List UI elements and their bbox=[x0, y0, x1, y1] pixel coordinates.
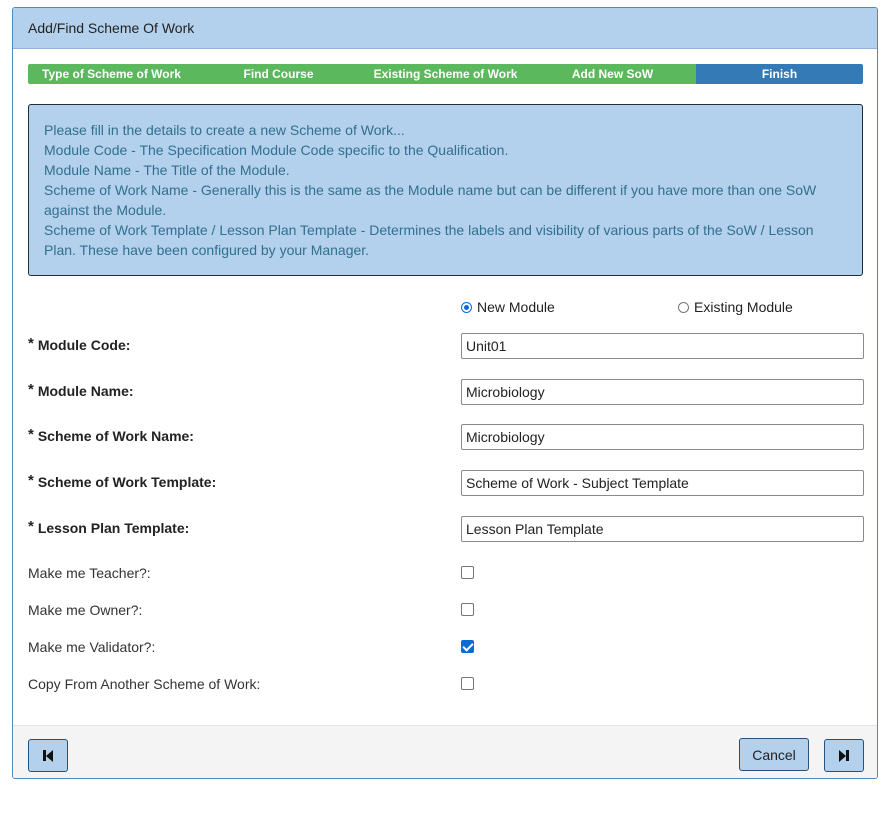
make-owner-checkbox[interactable] bbox=[461, 603, 474, 616]
lesson-template-row bbox=[28, 516, 863, 542]
previous-step-button[interactable] bbox=[28, 739, 68, 772]
module-code-label: * Module Code: bbox=[28, 335, 131, 353]
lesson-template-select[interactable] bbox=[461, 516, 864, 542]
wizard-steps bbox=[28, 64, 863, 84]
module-name-label: * Module Name: bbox=[28, 381, 134, 399]
dialog-title: Add/Find Scheme Of Work bbox=[28, 20, 195, 36]
skip-back-icon bbox=[43, 750, 53, 762]
dialog-footer bbox=[13, 725, 877, 779]
cancel-button[interactable]: Cancel bbox=[739, 738, 809, 771]
required-mark: * bbox=[28, 472, 34, 489]
new-module-radio[interactable] bbox=[461, 302, 472, 313]
wizard-step-add-new-sow[interactable]: Add New SoW bbox=[529, 64, 696, 84]
required-mark: * bbox=[28, 426, 34, 443]
copy-sow-checkbox[interactable] bbox=[461, 677, 474, 690]
info-line: Scheme of Work Name - Generally this is the same as the Module name but can be different if you have more than one SoW against the Module. bbox=[44, 182, 817, 218]
add-find-sow-dialog bbox=[12, 7, 878, 779]
info-box bbox=[28, 104, 863, 276]
required-mark: * bbox=[28, 335, 34, 352]
wizard-step-existing-sow[interactable]: Existing Scheme of Work bbox=[362, 64, 529, 84]
info-line: Module Name - The Title of the Module. bbox=[44, 162, 290, 178]
new-module-label: New Module bbox=[477, 299, 555, 315]
dialog-header bbox=[13, 8, 877, 49]
sow-name-row bbox=[28, 424, 863, 450]
copy-sow-row bbox=[28, 676, 863, 694]
make-validator-checkbox[interactable] bbox=[461, 640, 474, 653]
make-teacher-checkbox[interactable] bbox=[461, 566, 474, 579]
info-line: Please fill in the details to create a new Scheme of Work... bbox=[44, 122, 405, 138]
sow-name-label: * Scheme of Work Name: bbox=[28, 426, 194, 444]
sow-template-select[interactable] bbox=[461, 470, 864, 496]
sow-template-label: * Scheme of Work Template: bbox=[28, 472, 217, 490]
lesson-template-label: * Lesson Plan Template: bbox=[28, 518, 190, 536]
existing-module-radio[interactable] bbox=[678, 302, 689, 313]
make-teacher-row bbox=[28, 565, 863, 583]
next-step-button[interactable] bbox=[824, 739, 864, 772]
make-validator-row bbox=[28, 639, 863, 657]
make-owner-label: Make me Owner?: bbox=[28, 602, 143, 618]
make-teacher-label: Make me Teacher?: bbox=[28, 565, 151, 581]
module-type-radio-group bbox=[13, 299, 877, 319]
existing-module-label: Existing Module bbox=[694, 299, 793, 315]
wizard-step-type[interactable]: Type of Scheme of Work bbox=[28, 64, 195, 84]
new-module-option[interactable] bbox=[461, 299, 555, 315]
wizard-step-find-course[interactable]: Find Course bbox=[195, 64, 362, 84]
wizard-step-finish[interactable]: Finish bbox=[696, 64, 863, 84]
required-mark: * bbox=[28, 518, 34, 535]
module-code-row bbox=[28, 333, 863, 359]
required-mark: * bbox=[28, 381, 34, 398]
existing-module-option[interactable] bbox=[678, 299, 793, 315]
sow-name-input[interactable] bbox=[461, 424, 864, 450]
sow-template-row bbox=[28, 470, 863, 496]
make-validator-label: Make me Validator?: bbox=[28, 639, 156, 655]
module-code-input[interactable] bbox=[461, 333, 864, 359]
info-line: Module Code - The Specification Module Code specific to the Qualification. bbox=[44, 142, 509, 158]
skip-forward-icon bbox=[839, 750, 849, 762]
make-owner-row bbox=[28, 602, 863, 620]
module-name-row bbox=[28, 379, 863, 405]
copy-sow-label: Copy From Another Scheme of Work: bbox=[28, 676, 261, 692]
module-name-input[interactable] bbox=[461, 379, 864, 405]
info-line: Scheme of Work Template / Lesson Plan Template - Determines the labels and visibility of various parts of the SoW / Lesson Plan. These have been configured by your Manager. bbox=[44, 222, 814, 258]
